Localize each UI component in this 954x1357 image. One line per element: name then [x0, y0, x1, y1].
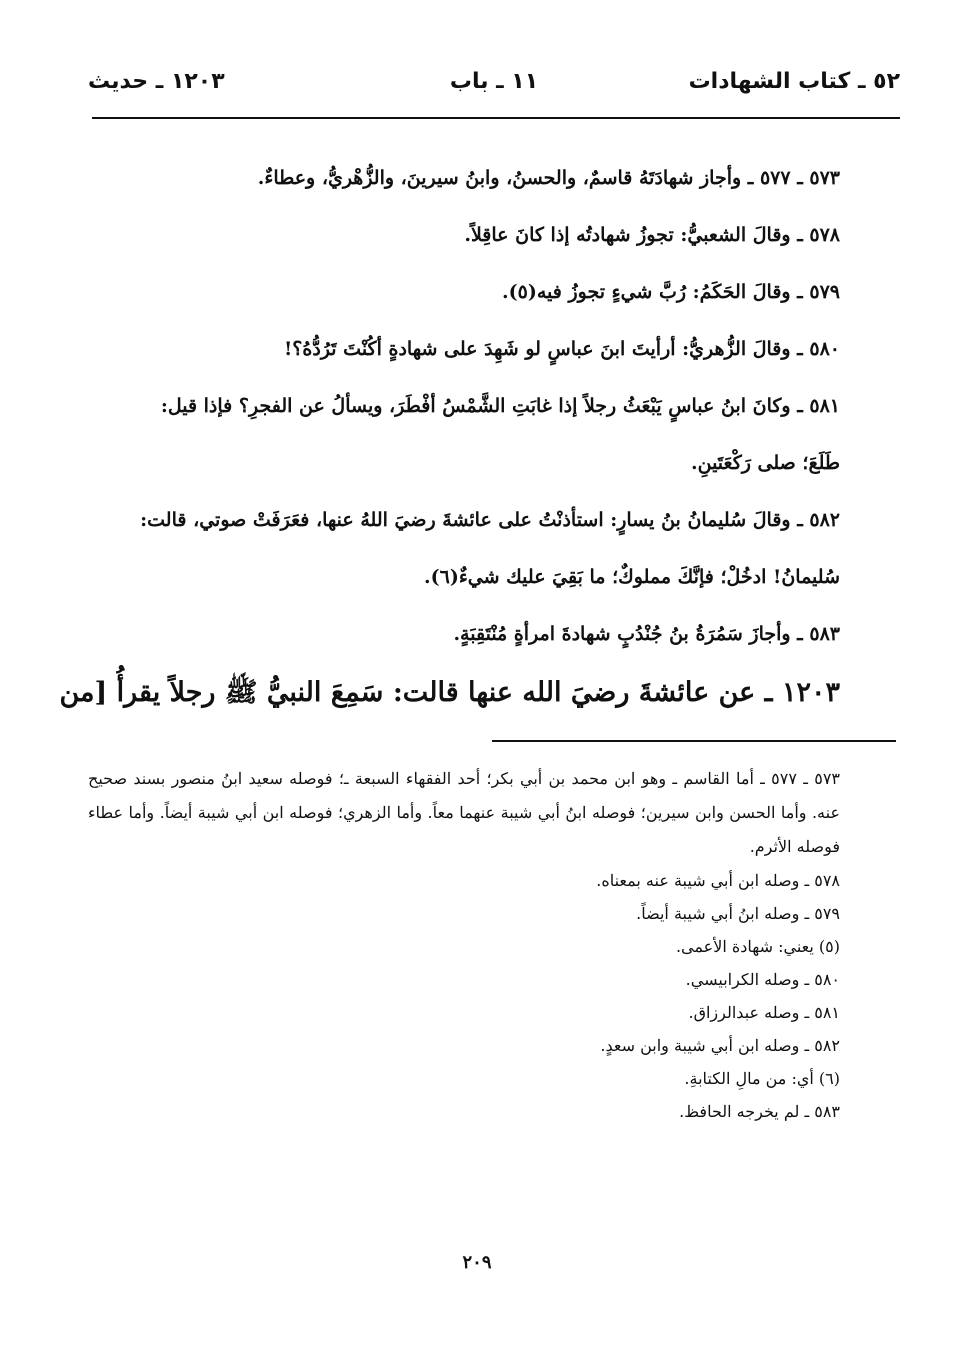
footnote-5: (٥) يعني: شهادة الأعمى. [675, 937, 840, 956]
header-book-title: ٥٢ ـ كتاب الشهادات [688, 69, 900, 94]
footnote-divider [492, 740, 896, 742]
note-579: ٥٧٩ ـ وصله ابنُ أبي شيبة أيضاً. [636, 904, 840, 923]
paragraph-573-577: ٥٧٣ ـ ٥٧٧ ـ وأجاز شهادَتَهُ قاسمٌ، والحسنُ، وابنُ سيرينَ، والزُّهْريُّ، وعطاءٌ. [257, 167, 840, 189]
footnotes [88, 762, 840, 1128]
note-582: ٥٨٢ ـ وصله ابن أبي شيبة وابن سعدٍ. [600, 1036, 840, 1055]
paragraph-581-continued: طَلَعَ؛ صلى رَكْعَتَينِ. [691, 452, 840, 474]
note-573-577: ٥٧٣ ـ ٥٧٧ ـ أما القاسم ـ وهو ابن محمد بن أبي بكر؛ أحد الفقهاء السبعة ـ؛ فوصله سعيد ابنُ منصور بسند صحيح عنه. وأما الحسن وابن سيرين؛ فوصله ابنُ أبي شيبة عنهما معاً. وأما الزهري؛ فوصله ابن أبي شيبة أيضاً. وأما عطاء فوصله الأثرم. [88, 769, 841, 856]
note-580: ٥٨٠ ـ وصله الكرابيسي. [685, 970, 840, 989]
note-578: ٥٧٨ ـ وصله ابن أبي شيبة عنه بمعناه. [596, 871, 840, 890]
header-divider [92, 117, 900, 119]
header-chapter: ١١ ـ باب [449, 69, 539, 94]
paragraph-583: ٥٨٣ ـ وأجازَ سَمُرَةُ بنُ جُنْدُبٍ شهادةَ امرأةٍ مُنْتَقِبَةٍ. [453, 623, 840, 645]
running-header [88, 62, 900, 102]
hadith-1203-heading: ١٢٠٣ ـ عن عائشةَ رضيَ الله عنها قالت: سَمِعَ النبيُّ ﷺ رجلاً يقرأُ [من [59, 677, 840, 708]
paragraph-582-continued: سُليمانُ! ادخُلْ؛ فإنَّكَ مملوكٌ؛ ما بَقِيَ عليك شيءٌ(٦). [424, 566, 840, 588]
paragraph-580: ٥٨٠ ـ وقالَ الزُّهريُّ: أرأيتَ ابنَ عباسٍ لو شَهِدَ على شهادةٍ أكُنْتَ تَرُدُّهُ؟! [283, 338, 840, 360]
paragraph-581: ٥٨١ ـ وكانَ ابنُ عباسٍ يَبْعَثُ رجلاً إذا غابَتِ الشَّمْسُ أفْطَرَ، ويسألُ عن الفجرِ؟ فإذا قيل: [160, 395, 840, 417]
paragraph-579: ٥٧٩ ـ وقالَ الحَكَمُ: رُبَّ شيءٍ تجوزُ فيه(٥). [502, 281, 840, 303]
note-583: ٥٨٣ ـ لم يخرجه الحافظ. [679, 1102, 840, 1121]
main-text [92, 150, 840, 663]
footnote-6: (٦) أي: من مالِ الكتابةِ. [684, 1069, 840, 1088]
page-number: ٢٠٩ [462, 1252, 492, 1273]
header-hadith-number: ١٢٠٣ ـ حديث [88, 69, 225, 94]
note-581: ٥٨١ ـ وصله عبدالرزاق. [688, 1003, 840, 1022]
paragraph-578: ٥٧٨ ـ وقالَ الشعبيُّ: تجوزُ شهادتُه إذا كانَ عاقِلاً. [464, 224, 840, 246]
paragraph-582: ٥٨٢ ـ وقالَ سُليمانُ بنُ يسارٍ: استأذنْتُ على عائشةَ رضيَ اللهُ عنها، فعَرَفَتْ صوتي، قالت: [140, 509, 840, 531]
